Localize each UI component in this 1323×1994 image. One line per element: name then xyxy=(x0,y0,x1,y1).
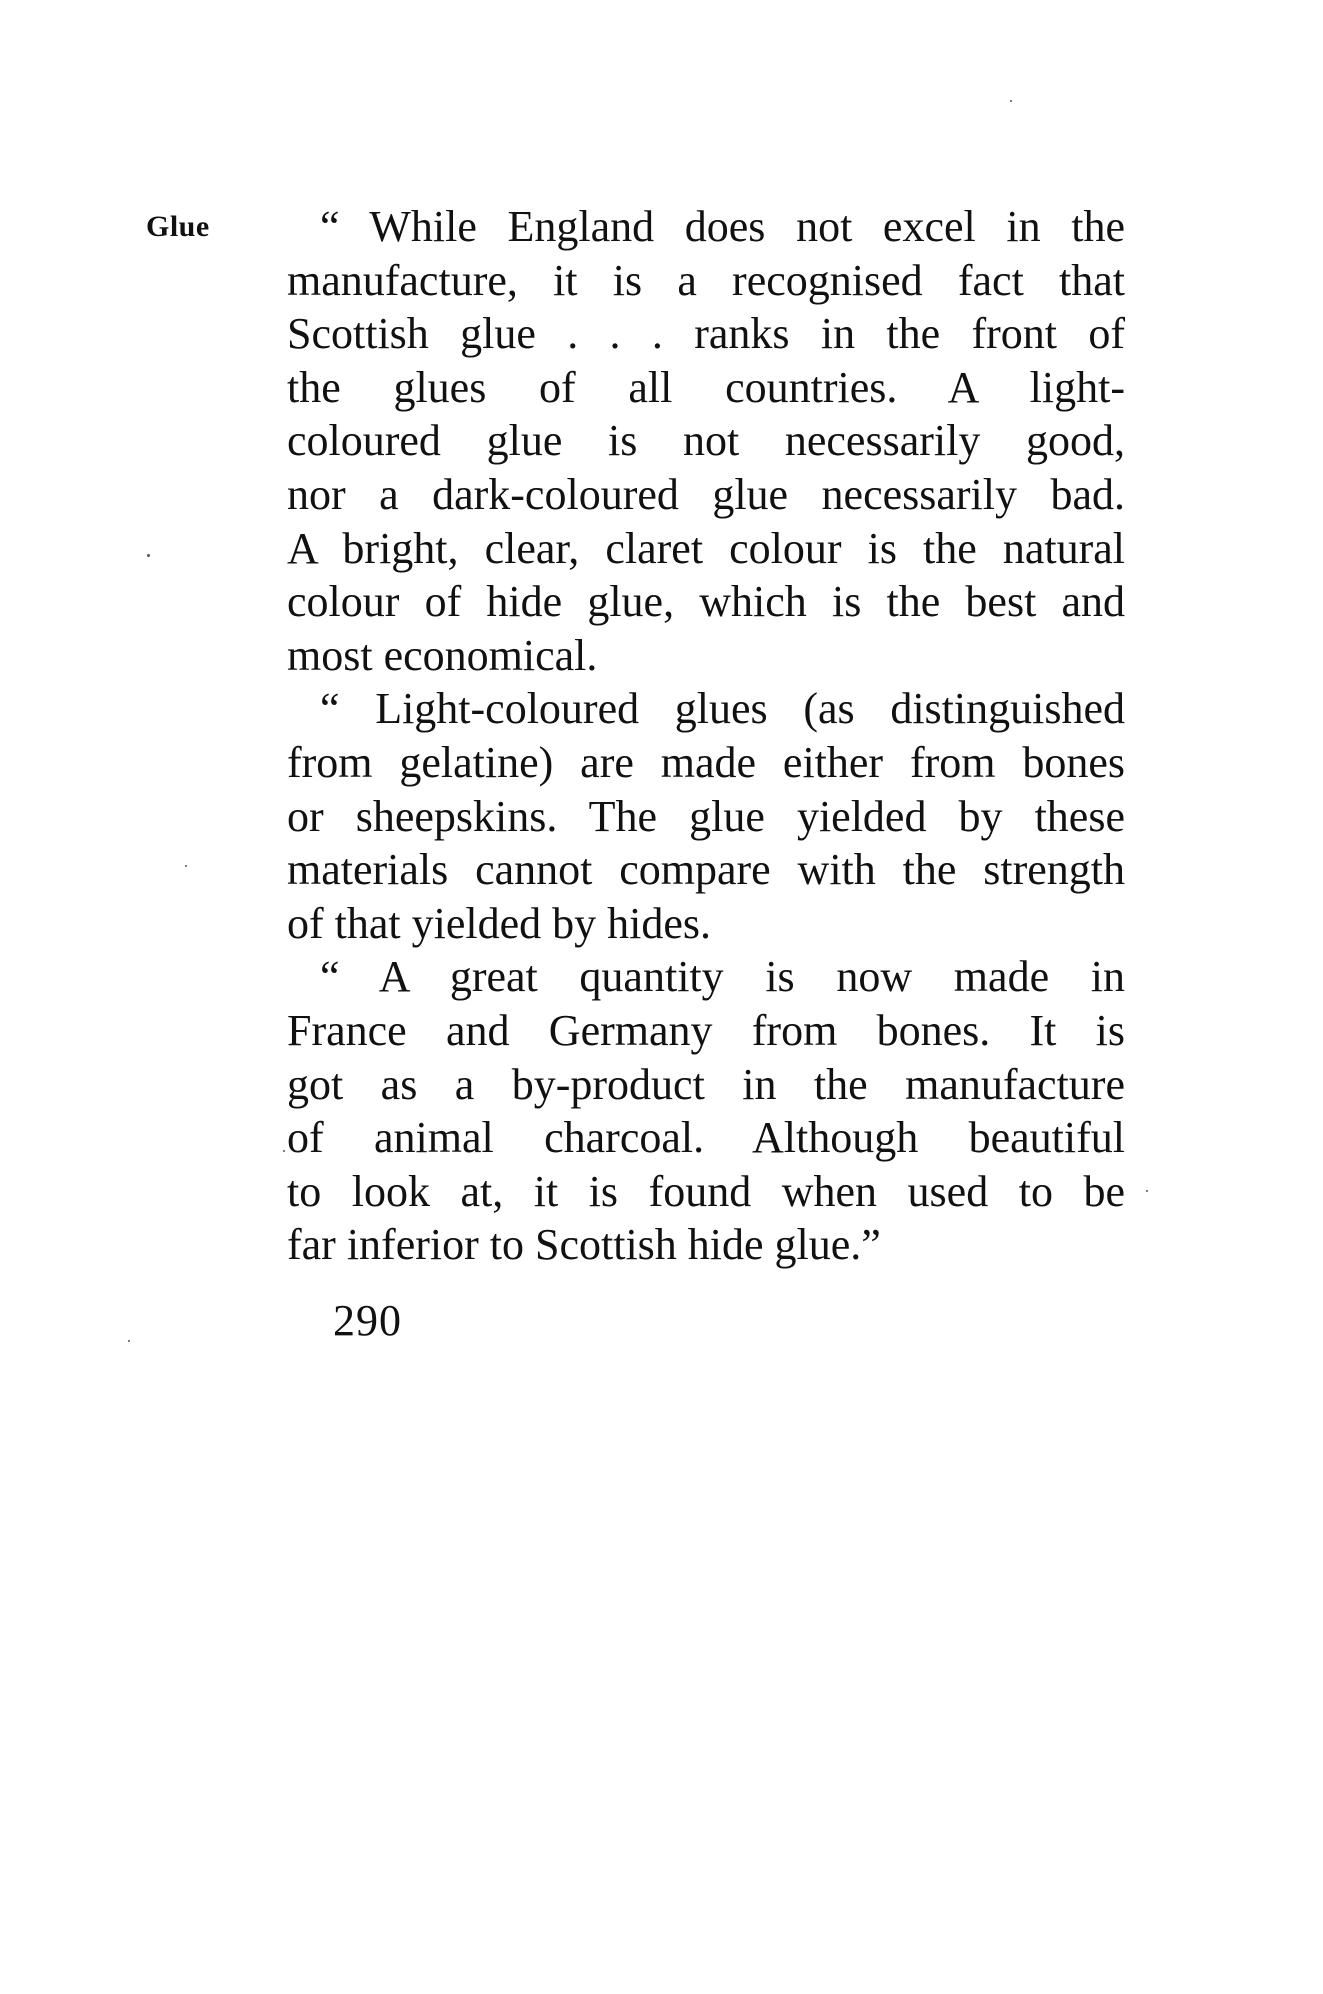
text-line: Scottish glue . . . ranks in the front of xyxy=(287,309,1125,359)
text-line: “ Light-coloured glues (as distinguished xyxy=(320,684,1125,734)
body-text xyxy=(287,200,1125,1272)
paper-speck xyxy=(147,554,150,557)
page-number: 290 xyxy=(333,1296,402,1345)
text-line: far inferior to Scottish hide glue.” xyxy=(287,1220,881,1270)
paper-speck xyxy=(185,865,187,867)
text-line: A bright, clear, claret colour is the natural xyxy=(287,523,1125,573)
text-line: of that yielded by hides. xyxy=(287,898,712,948)
text-line: nor a dark-coloured glue necessarily bad. xyxy=(287,469,1125,519)
text-line: of animal charcoal. Although beautiful xyxy=(287,1113,1125,1163)
paper-speck xyxy=(283,1150,285,1152)
text-line: got as a by-product in the manufacture xyxy=(287,1059,1125,1109)
text-line: manufacture, it is a recognised fact that xyxy=(287,255,1125,305)
text-line: materials cannot compare with the strength xyxy=(287,845,1125,895)
text-line: France and Germany from bones. It is xyxy=(287,1005,1125,1055)
text-line: colour of hide glue, which is the best and xyxy=(287,577,1125,627)
text-line: most economical. xyxy=(287,630,598,680)
paper-speck xyxy=(1146,1190,1148,1192)
paper-speck xyxy=(128,1340,130,1342)
text-line: from gelatine) are made either from bones xyxy=(287,737,1125,787)
text-line: “ While England does not excel in the xyxy=(320,202,1125,251)
text-line: to look at, it is found when used to be xyxy=(287,1166,1125,1216)
text-line: “ A great quantity is now made in xyxy=(320,952,1125,1002)
paper-speck xyxy=(1010,100,1012,102)
text-line: the glues of all countries. A light- xyxy=(287,362,1125,412)
text-line: coloured glue is not necessarily good, xyxy=(287,416,1125,466)
text-line: or sheepskins. The glue yielded by these xyxy=(287,791,1125,841)
side-heading: Glue xyxy=(146,210,210,243)
